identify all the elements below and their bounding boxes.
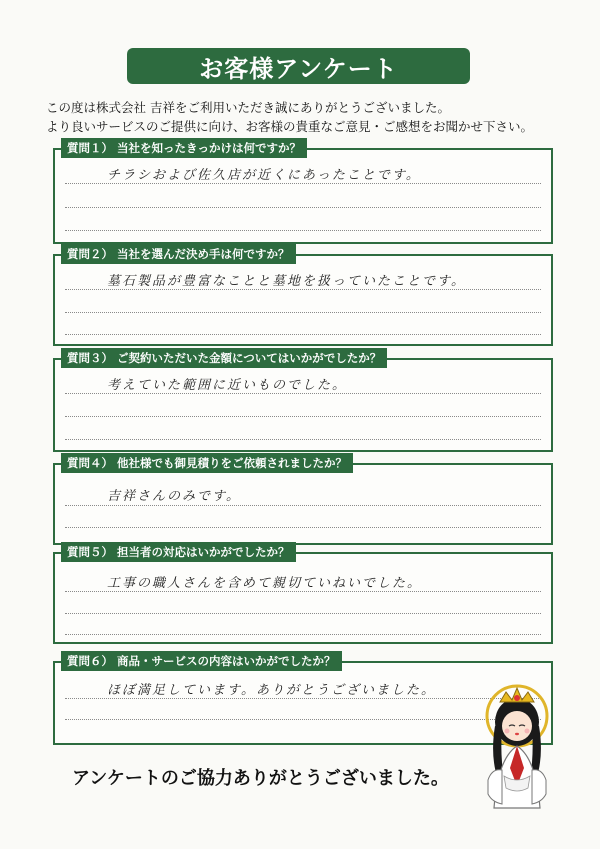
answer-line bbox=[65, 207, 541, 208]
question-number: 質問６） bbox=[67, 654, 113, 668]
question-label-1 bbox=[61, 138, 307, 158]
question-number: 質問２） bbox=[67, 247, 113, 261]
question-number: 質問３） bbox=[67, 351, 113, 365]
question-number: 質問５） bbox=[67, 545, 113, 559]
answer-line bbox=[65, 591, 541, 592]
intro-line-2: より良いサービスのご提供に向け、お客様の貴重なご意見・ご感想をお聞かせ下さい。 bbox=[46, 119, 534, 134]
question-text: 当社を知ったきっかけは何ですか？ bbox=[117, 141, 301, 155]
answer-text-3: 考えていた範囲に近いものでした。 bbox=[107, 378, 348, 393]
question-box-2 bbox=[53, 247, 553, 346]
answer-line bbox=[65, 312, 541, 313]
question-box-5 bbox=[53, 545, 553, 644]
question-box-1 bbox=[53, 141, 553, 244]
question-box-3 bbox=[53, 351, 553, 452]
intro-line-1: この度は株式会社 吉祥をご利用いただき誠にありがとうございました。 bbox=[46, 100, 450, 115]
answer-text-2: 墓石製品が豊富なことと墓地を扱っていたことです。 bbox=[107, 274, 466, 289]
answer-text-1: チラシおよび佐久店が近くにあったことです。 bbox=[107, 168, 421, 183]
question-label-4 bbox=[61, 453, 353, 473]
answer-line bbox=[65, 439, 541, 440]
answer-line bbox=[65, 183, 541, 184]
page-title: お客様アンケート bbox=[127, 48, 470, 84]
princess-mascot-icon bbox=[462, 676, 572, 816]
question-label-5 bbox=[61, 542, 296, 562]
answer-line bbox=[65, 230, 541, 231]
question-label-3 bbox=[61, 348, 387, 368]
answer-line bbox=[65, 634, 541, 635]
question-label-2 bbox=[61, 244, 296, 264]
answer-line bbox=[65, 416, 541, 417]
answer-line bbox=[65, 393, 541, 394]
answer-line bbox=[65, 613, 541, 614]
question-text: ご契約いただいた金額についてはいかがでしたか？ bbox=[117, 351, 382, 365]
question-box-4 bbox=[53, 456, 553, 545]
answer-text-6: ほぼ満足しています。ありがとうございました。 bbox=[107, 683, 436, 698]
answer-text-5: 工事の職人さんを含めて親切ていねいでした。 bbox=[107, 576, 423, 591]
question-number: 質問４） bbox=[67, 456, 113, 470]
answer-line bbox=[65, 505, 541, 506]
question-number: 質問１） bbox=[67, 141, 113, 155]
answer-line bbox=[65, 527, 541, 528]
answer-line bbox=[65, 334, 541, 335]
answer-line bbox=[65, 289, 541, 290]
question-label-6 bbox=[61, 651, 342, 671]
question-text: 当社を選んだ決め手は何ですか？ bbox=[117, 247, 290, 261]
intro-text bbox=[46, 98, 586, 136]
closing-message: アンケートのご協力ありがとうございました。 bbox=[72, 768, 449, 789]
question-text: 商品・サービスの内容はいかがでしたか？ bbox=[117, 654, 336, 668]
question-text: 他社様でも御見積りをご依頼されましたか？ bbox=[117, 456, 347, 470]
answer-text-4: 吉祥さんのみです。 bbox=[107, 489, 241, 504]
question-text: 担当者の対応はいかがでしたか？ bbox=[117, 545, 290, 559]
